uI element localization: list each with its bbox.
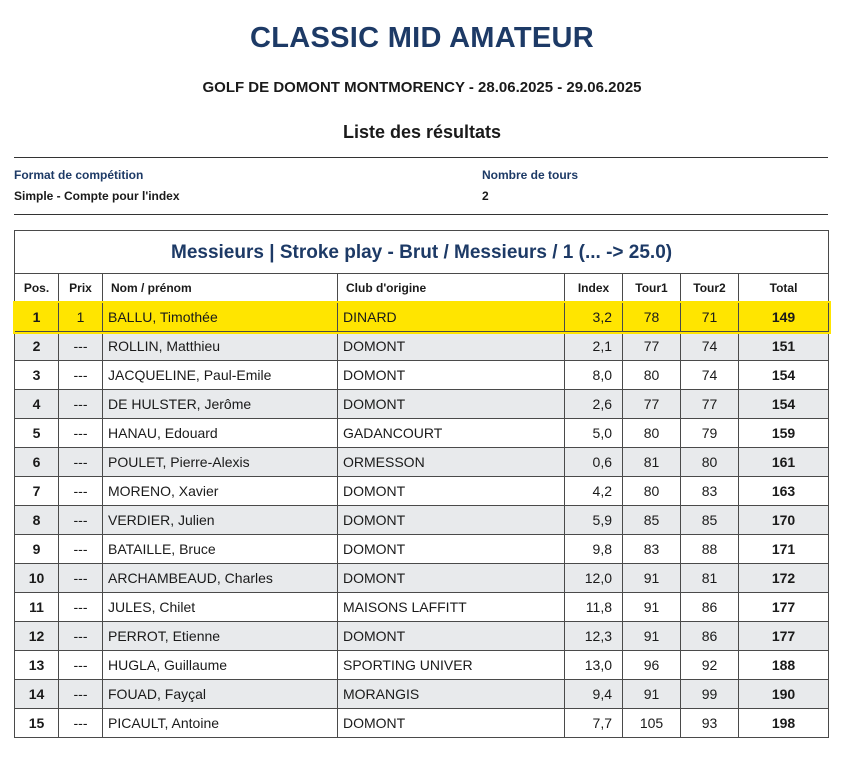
- row-tour2: 93: [681, 709, 739, 738]
- row-tour2: 83: [681, 477, 739, 506]
- row-club: GADANCOURT: [338, 419, 565, 448]
- table-header-row: [15, 274, 829, 303]
- row-position: 6: [15, 448, 59, 477]
- table-row: [15, 506, 829, 535]
- row-tour2: 86: [681, 593, 739, 622]
- table-row: [15, 593, 829, 622]
- row-position: 8: [15, 506, 59, 535]
- row-prix: ---: [59, 332, 103, 361]
- row-club: DOMONT: [338, 622, 565, 651]
- row-tour1: 80: [623, 419, 681, 448]
- tours-label: Nombre de tours: [482, 168, 579, 182]
- row-total: 149: [739, 303, 829, 332]
- row-tour1: 91: [623, 622, 681, 651]
- event-subtitle: GOLF DE DOMONT MONTMORENCY - 28.06.2025 - 29.06.2025: [202, 79, 642, 96]
- row-total: 161: [739, 448, 829, 477]
- row-index: 3,2: [565, 303, 623, 332]
- row-club: DOMONT: [338, 332, 565, 361]
- table-row: [15, 680, 829, 709]
- row-total: 154: [739, 390, 829, 419]
- row-index: 12,3: [565, 622, 623, 651]
- row-prix: ---: [59, 448, 103, 477]
- row-prix: ---: [59, 506, 103, 535]
- row-name: BALLU, Timothée: [103, 303, 338, 332]
- row-name: JACQUELINE, Paul-Emile: [103, 361, 338, 390]
- row-tour1: 80: [623, 477, 681, 506]
- row-total: 190: [739, 680, 829, 709]
- row-total: 177: [739, 593, 829, 622]
- row-index: 12,0: [565, 564, 623, 593]
- row-tour2: 71: [681, 303, 739, 332]
- row-tour2: 81: [681, 564, 739, 593]
- row-club: ORMESSON: [338, 448, 565, 477]
- row-tour1: 83: [623, 535, 681, 564]
- row-position: 15: [15, 709, 59, 738]
- table-row: [15, 651, 829, 680]
- row-position: 14: [15, 680, 59, 709]
- row-position: 10: [15, 564, 59, 593]
- row-prix: ---: [59, 709, 103, 738]
- row-tour2: 88: [681, 535, 739, 564]
- row-total: 170: [739, 506, 829, 535]
- table-row: [15, 709, 829, 738]
- row-name: HANAU, Edouard: [103, 419, 338, 448]
- row-index: 8,0: [565, 361, 623, 390]
- row-total: 177: [739, 622, 829, 651]
- col-header-tour1: Tour1: [623, 274, 681, 303]
- row-name: POULET, Pierre-Alexis: [103, 448, 338, 477]
- row-prix: ---: [59, 477, 103, 506]
- row-prix: ---: [59, 651, 103, 680]
- row-index: 11,8: [565, 593, 623, 622]
- row-position: 3: [15, 361, 59, 390]
- table-row: [15, 564, 829, 593]
- row-index: 5,9: [565, 506, 623, 535]
- row-club: SPORTING UNIVER: [338, 651, 565, 680]
- row-name: DE HULSTER, Jerôme: [103, 390, 338, 419]
- row-tour1: 91: [623, 680, 681, 709]
- col-header-name: Nom / prénom: [103, 274, 338, 303]
- results-list-title: Liste des résultats: [342, 122, 502, 142]
- row-name: PERROT, Etienne: [103, 622, 338, 651]
- row-name: PICAULT, Antoine: [103, 709, 338, 738]
- col-header-club: Club d'origine: [338, 274, 565, 303]
- table-row: [15, 303, 829, 332]
- col-header-index: Index: [565, 274, 623, 303]
- tours-value: 2: [482, 189, 489, 203]
- row-tour1: 91: [623, 564, 681, 593]
- row-position: 4: [15, 390, 59, 419]
- row-position: 1: [15, 303, 59, 332]
- row-name: VERDIER, Julien: [103, 506, 338, 535]
- row-tour1: 85: [623, 506, 681, 535]
- row-index: 5,0: [565, 419, 623, 448]
- row-tour2: 92: [681, 651, 739, 680]
- row-prix: ---: [59, 680, 103, 709]
- row-name: ARCHAMBEAUD, Charles: [103, 564, 338, 593]
- row-club: MAISONS LAFFITT: [338, 593, 565, 622]
- col-header-total: Total: [739, 274, 829, 303]
- row-prix: ---: [59, 535, 103, 564]
- row-index: 13,0: [565, 651, 623, 680]
- row-prix: ---: [59, 622, 103, 651]
- table-row: [15, 419, 829, 448]
- row-tour1: 77: [623, 332, 681, 361]
- table-row: [15, 535, 829, 564]
- row-prix: ---: [59, 564, 103, 593]
- table-row: [15, 332, 829, 361]
- table-row: [15, 361, 829, 390]
- row-tour2: 86: [681, 622, 739, 651]
- row-club: DOMONT: [338, 506, 565, 535]
- results-table: [14, 230, 829, 738]
- row-tour2: 77: [681, 390, 739, 419]
- row-total: 172: [739, 564, 829, 593]
- row-tour2: 85: [681, 506, 739, 535]
- row-name: BATAILLE, Bruce: [103, 535, 338, 564]
- row-club: DINARD: [338, 303, 565, 332]
- row-position: 13: [15, 651, 59, 680]
- row-prix: ---: [59, 419, 103, 448]
- row-tour1: 77: [623, 390, 681, 419]
- row-index: 7,7: [565, 709, 623, 738]
- row-tour1: 80: [623, 361, 681, 390]
- row-club: DOMONT: [338, 709, 565, 738]
- row-index: 2,1: [565, 332, 623, 361]
- row-name: JULES, Chilet: [103, 593, 338, 622]
- top-divider: [14, 157, 828, 158]
- col-header-prix: Prix: [59, 274, 103, 303]
- table-row: [15, 477, 829, 506]
- row-total: 154: [739, 361, 829, 390]
- format-value: Simple - Compte pour l'index: [14, 189, 180, 203]
- row-total: 171: [739, 535, 829, 564]
- table-row: [15, 622, 829, 651]
- row-total: 188: [739, 651, 829, 680]
- page-title: CLASSIC MID AMATEUR: [249, 22, 594, 54]
- row-tour1: 96: [623, 651, 681, 680]
- row-prix: ---: [59, 390, 103, 419]
- row-club: DOMONT: [338, 535, 565, 564]
- col-header-pos: Pos.: [15, 274, 59, 303]
- row-index: 4,2: [565, 477, 623, 506]
- row-total: 163: [739, 477, 829, 506]
- row-tour2: 74: [681, 332, 739, 361]
- table-caption: Messieurs | Stroke play - Brut / Messieurs / 1 (... -> 25.0): [15, 231, 829, 274]
- row-club: MORANGIS: [338, 680, 565, 709]
- row-total: 151: [739, 332, 829, 361]
- row-tour2: 80: [681, 448, 739, 477]
- row-club: DOMONT: [338, 361, 565, 390]
- row-name: HUGLA, Guillaume: [103, 651, 338, 680]
- row-club: DOMONT: [338, 477, 565, 506]
- row-name: ROLLIN, Matthieu: [103, 332, 338, 361]
- row-position: 12: [15, 622, 59, 651]
- row-prix: 1: [59, 303, 103, 332]
- row-index: 9,8: [565, 535, 623, 564]
- row-tour2: 74: [681, 361, 739, 390]
- row-tour1: 78: [623, 303, 681, 332]
- row-index: 9,4: [565, 680, 623, 709]
- row-total: 198: [739, 709, 829, 738]
- row-position: 9: [15, 535, 59, 564]
- row-total: 159: [739, 419, 829, 448]
- row-tour2: 99: [681, 680, 739, 709]
- row-name: MORENO, Xavier: [103, 477, 338, 506]
- row-prix: ---: [59, 593, 103, 622]
- row-name: FOUAD, Fayçal: [103, 680, 338, 709]
- row-club: DOMONT: [338, 564, 565, 593]
- row-position: 11: [15, 593, 59, 622]
- row-tour1: 105: [623, 709, 681, 738]
- row-index: 0,6: [565, 448, 623, 477]
- row-index: 2,6: [565, 390, 623, 419]
- row-position: 7: [15, 477, 59, 506]
- row-tour1: 91: [623, 593, 681, 622]
- results-body: [15, 303, 829, 738]
- table-row: [15, 448, 829, 477]
- row-position: 2: [15, 332, 59, 361]
- row-club: DOMONT: [338, 390, 565, 419]
- info-divider: [14, 214, 828, 215]
- col-header-tour2: Tour2: [681, 274, 739, 303]
- row-prix: ---: [59, 361, 103, 390]
- format-label: Format de compétition: [14, 168, 144, 182]
- row-tour1: 81: [623, 448, 681, 477]
- table-row: [15, 390, 829, 419]
- row-tour2: 79: [681, 419, 739, 448]
- row-position: 5: [15, 419, 59, 448]
